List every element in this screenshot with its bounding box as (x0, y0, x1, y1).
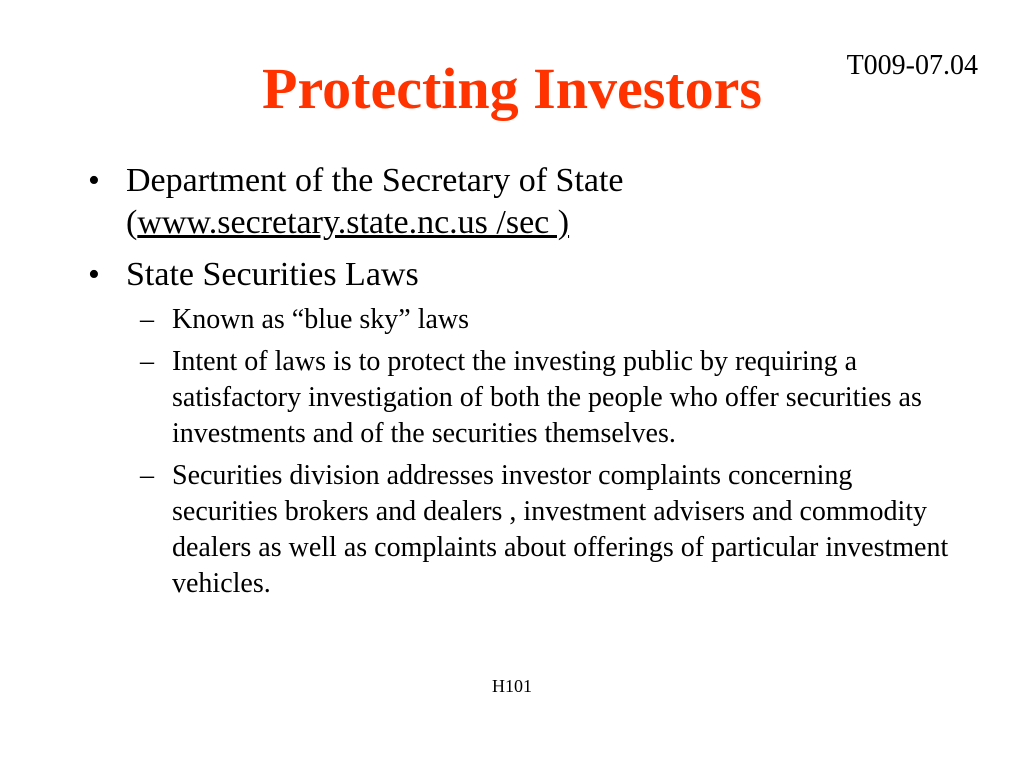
secretary-state-link[interactable]: www.secretary.state.nc.us /sec ) (137, 204, 570, 241)
bullet-item-department (84, 160, 964, 244)
slide-footer: H101 (492, 676, 532, 696)
bullet-list (84, 160, 964, 612)
bullet-marker: • (88, 162, 100, 199)
sub-bullet-item (126, 302, 964, 338)
sub-bullet-marker: – (140, 346, 154, 377)
bullet-item-securities-laws (84, 254, 964, 602)
bullet-marker: • (88, 256, 100, 293)
sub-bullet-item (126, 458, 964, 602)
bullet-text: State Securities Laws (126, 256, 419, 293)
sub-bullet-item (126, 344, 964, 452)
slide-code: T009-07.04 (846, 50, 978, 81)
bullet-text: Department of the Secretary of State (126, 162, 624, 199)
sub-bullet-text: Intent of laws is to protect the investing public by requiring a satisfactory investigation of both the people who offer securities as investments and of the securities themselves. (172, 346, 922, 449)
sub-bullet-text: Securities division addresses investor complaints concerning securities brokers and dealers , investment advisers and commodity dealers as well as complaints about offerings of particular investment vehicles. (172, 460, 949, 599)
sub-bullet-list (126, 302, 964, 602)
sub-bullet-marker: – (140, 460, 154, 491)
sub-bullet-text: Known as “blue sky” laws (172, 304, 470, 335)
open-paren: ( (126, 204, 138, 241)
slide-title: Protecting Investors (262, 56, 762, 121)
sub-bullet-marker: – (140, 304, 154, 335)
